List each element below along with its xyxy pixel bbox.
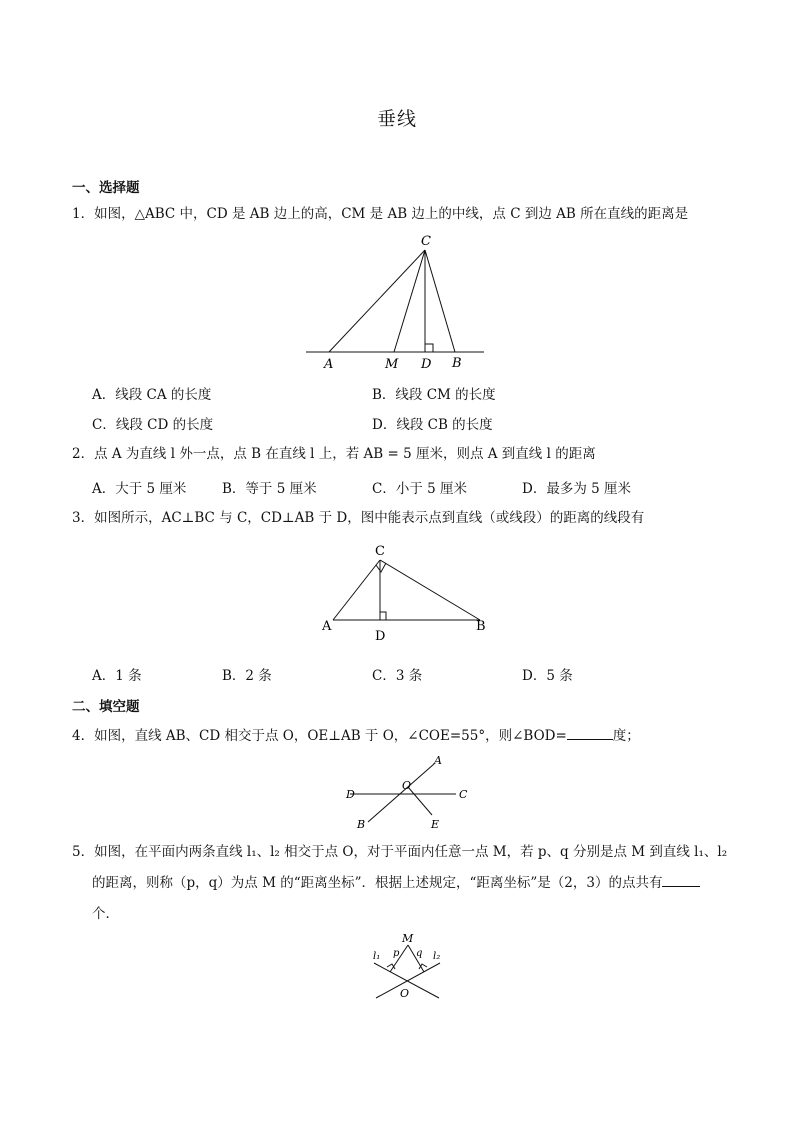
q5-line1: 5．如图，在平面内两条直线 l₁、l₂ 相交于点 O，对于平面内任意一点 M，若 p、q 分别是点 M 到直线 l₁、l₂ <box>72 844 728 860</box>
q2-stem: 2．点 A 为直线 l 外一点，点 B 在直线 l 上，若 AB = 5 厘米，则点 A 到直线 l 的距离 <box>72 446 596 462</box>
q1-label-b: B <box>452 356 462 371</box>
q1-figure <box>300 230 490 375</box>
q2-option-c[interactable]: C．小于 5 厘米 <box>372 481 468 497</box>
q3-label-c: C <box>375 544 385 559</box>
q4-stem-text: 4．如图，直线 AB、CD 相交于点 O，OE⊥AB 于 O，∠COE=55°，则∠BOD= <box>72 728 567 744</box>
q1-stem: 1．如图，△ABC 中，CD 是 AB 边上的高，CM 是 AB 边上的中线，点 C 到边 AB 所在直线的距离是 <box>72 206 689 222</box>
q5-label-o: O <box>400 987 410 1000</box>
q1-right-angle-mark <box>425 344 433 352</box>
q4-stem-suffix: 度； <box>612 728 640 744</box>
q1-option-b[interactable]: B．线段 CM 的长度 <box>372 387 496 403</box>
q5-label-m: M <box>402 932 414 945</box>
q1-segment-cm <box>394 250 425 352</box>
q5-line2-text: 的距离，则称（p，q）为点 M 的“距离坐标”．根据上述规定，“距离坐标”是（2，3）的点共有 <box>92 875 663 891</box>
q1-label-d: D <box>421 357 432 372</box>
q1-label-c: C <box>421 234 431 249</box>
q1-segment-ca <box>329 250 425 352</box>
q3-right-angle-c <box>376 563 386 572</box>
q4-ray-oe <box>408 787 432 815</box>
q1-option-a[interactable]: A．线段 CA 的长度 <box>92 387 212 403</box>
q4-label-b: B <box>357 818 366 831</box>
q3-option-d[interactable]: D．5 条 <box>522 668 573 684</box>
q5-label-p: p <box>393 948 400 959</box>
q5-label-q: q <box>416 948 423 959</box>
q5-label-l1: l₁ <box>373 951 381 962</box>
q3-figure <box>315 540 495 646</box>
q4-label-o: O <box>402 779 412 792</box>
q5-answer-blank[interactable] <box>662 872 700 887</box>
q5-right-angle-p <box>387 964 395 969</box>
q3-label-d: D <box>375 629 386 644</box>
q1-segment-cb <box>425 250 455 352</box>
q3-label-a: A <box>322 619 332 634</box>
q1-label-m: M <box>385 357 399 372</box>
q4-label-a: A <box>434 754 442 767</box>
q3-label-b: B <box>476 619 486 634</box>
page-title: 垂线 <box>376 108 417 130</box>
q4-label-e: E <box>431 818 440 831</box>
q3-segment-bc <box>380 560 480 620</box>
section-choice-heading: 一、选择题 <box>72 180 140 196</box>
q4-line-ab <box>368 764 434 822</box>
q4-figure <box>340 750 475 832</box>
q4-label-c: C <box>459 788 468 801</box>
q5-figure <box>360 928 448 1002</box>
q3-segment-ac <box>333 560 380 620</box>
q4-stem <box>72 725 640 746</box>
q2-option-a[interactable]: A．大于 5 厘米 <box>92 481 187 497</box>
q3-option-c[interactable]: C．3 条 <box>372 668 423 684</box>
q3-right-angle-d <box>380 612 386 620</box>
q3-option-a[interactable]: A．1 条 <box>92 668 142 684</box>
q5-line3: 个． <box>92 906 119 922</box>
q1-option-c[interactable]: C．线段 CD 的长度 <box>92 417 214 433</box>
q3-stem: 3．如图所示，AC⊥BC 与 C，CD⊥AB 于 D，图中能表示点到直线（或线段）的距离的线段有 <box>72 510 645 526</box>
q1-option-d[interactable]: D．线段 CB 的长度 <box>372 417 493 433</box>
section-fill-heading: 二、填空题 <box>72 699 140 715</box>
q3-option-b[interactable]: B．2 条 <box>222 668 272 684</box>
q2-option-b[interactable]: B．等于 5 厘米 <box>222 481 317 497</box>
q5-line2 <box>92 872 700 893</box>
q2-option-d[interactable]: D．最多为 5 厘米 <box>522 481 631 497</box>
q5-label-l2: l₂ <box>433 951 441 962</box>
q4-label-d: D <box>346 788 355 801</box>
q1-label-a: A <box>324 357 334 372</box>
q4-answer-blank[interactable] <box>567 725 613 740</box>
